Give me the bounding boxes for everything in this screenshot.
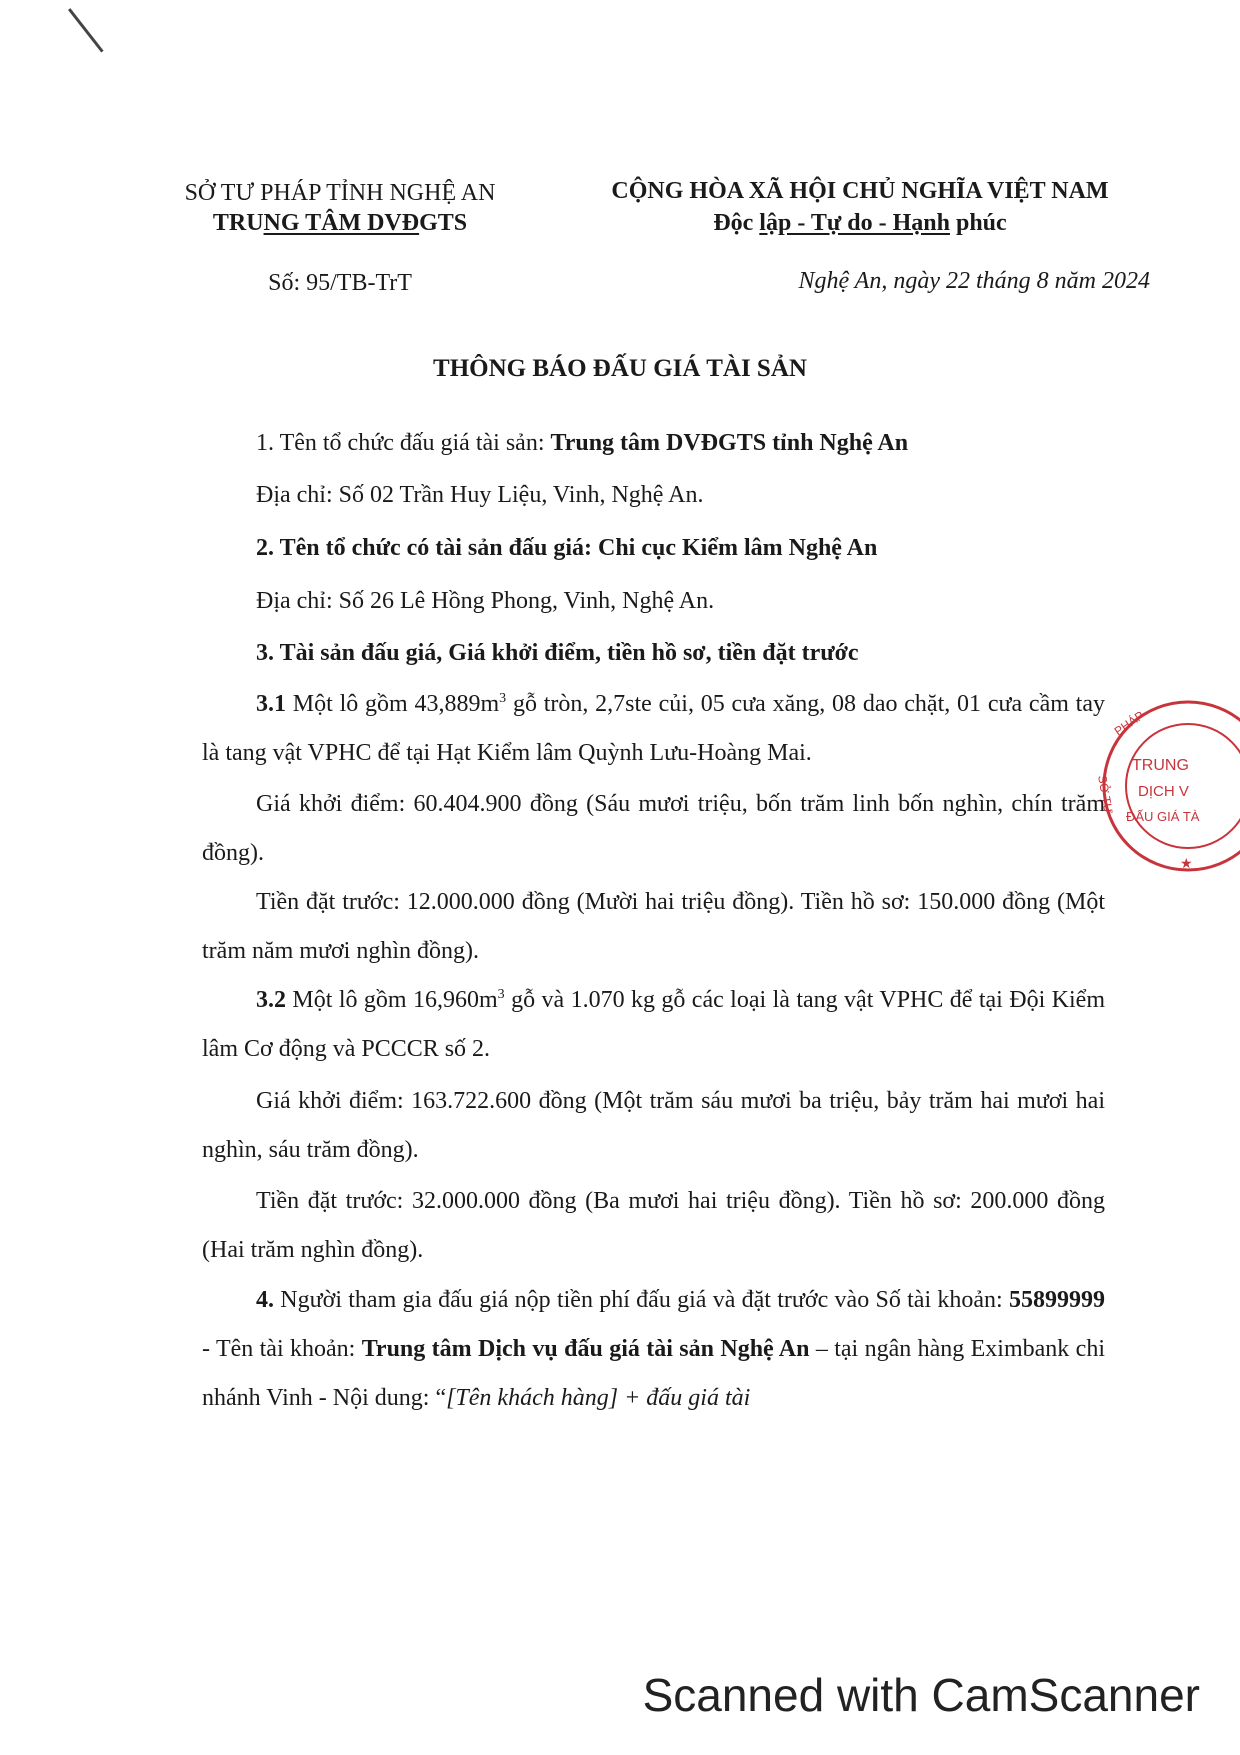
document-title: THÔNG BÁO ĐẤU GIÁ TÀI SẢN [433,355,807,382]
section-1-heading: 1. Tên tổ chức đấu giá tài sản: Trung tâm DVĐGTS tỉnh Nghệ An [256,430,909,456]
section-1-address: Địa chỉ: Số 02 Trần Huy Liệu, Vinh, Nghệ An. [256,482,704,508]
agency-unit: TRUNG TÂM DVĐGTS [212,210,468,236]
national-motto: Độc lập - Tự do - Hạnh phúc [713,210,1007,236]
stamp-star: ★ [1180,856,1193,872]
stamp-side-text: SỞ TƯ [1095,774,1116,815]
document-number: Số: 95/TB-TrT [268,270,412,296]
stamp-line-2: DỊCH V [1138,783,1189,800]
section-3-heading: 3. Tài sản đấu giá, Giá khởi điểm, tiền hồ sơ, tiền đặt trước [256,640,859,666]
section-2-heading: 2. Tên tổ chức có tài sản đấu giá: Chi cục Kiểm lâm Nghệ An [256,535,878,561]
lot-1-starting-price: Giá khởi điểm: 60.404.900 đồng (Sáu mươi triệu, bốn trăm linh bốn nghìn, chín trăm đồng). [202,791,1105,866]
section-4-payment: 4. Người tham gia đấu giá nộp tiền phí đấu giá và đặt trước vào Số tài khoản: 55899999 - Tên tài khoản: Trung tâm Dịch vụ đấu giá tài sản Nghệ An – tại ngân hàng Eximbank chi nhánh Vinh - Nội dung: “[Tên khách hàng] + đấu giá tài [202,1287,1105,1411]
scan-mark [68,8,104,52]
nation-name: CỘNG HÒA XÃ HỘI CHỦ NGHĨA VIỆT NAM [611,178,1109,204]
agency-name: SỞ TƯ PHÁP TỈNH NGHỆ AN [184,180,496,206]
stamp-arc-text: PHÁP [1111,708,1147,739]
lot-1-description: 3.1 Một lô gồm $43,889m^3$ gỗ tròn, 2,7ste củi, 05 cưa xăng, 08 dao chặt, 01 cưa cầm tay là tang vật VPHC để tại Hạt Kiểm lâm Quỳnh Lưu-Hoàng Mai. [202,691,1105,766]
lot-2-deposit: Tiền đặt trước: 32.000.000 đồng (Ba mươi hai triệu đồng). Tiền hồ sơ: 200.000 đồng (Hai trăm nghìn đồng). [202,1188,1105,1263]
place-date: Nghệ An, ngày 22 tháng 8 năm 2024 [798,268,1150,294]
lot-2-starting-price: Giá khởi điểm: 163.722.600 đồng (Một trăm sáu mươi ba triệu, bảy trăm hai mươi hai nghìn, sáu trăm đồng). [202,1088,1105,1163]
section-2-address: Địa chỉ: Số 26 Lê Hồng Phong, Vinh, Nghệ An. [256,588,715,614]
lot-1-deposit: Tiền đặt trước: 12.000.000 đồng (Mười hai triệu đồng). Tiền hồ sơ: 150.000 đồng (Một trăm năm mươi nghìn đồng). [202,889,1105,964]
scanner-watermark: Scanned with CamScanner [642,1669,1200,1721]
official-stamp [1084,700,1240,880]
stamp-line-1: TRUNG [1132,757,1189,774]
stamp-line-3: ĐẤU GIÁ TÀ [1126,809,1200,824]
lot-2-description: 3.2 Một lô gồm $16,960m^3$ gỗ và 1.070 kg gỗ các loại là tang vật VPHC để tại Đội Kiểm lâm Cơ động và PCCCR số 2. [202,987,1105,1062]
